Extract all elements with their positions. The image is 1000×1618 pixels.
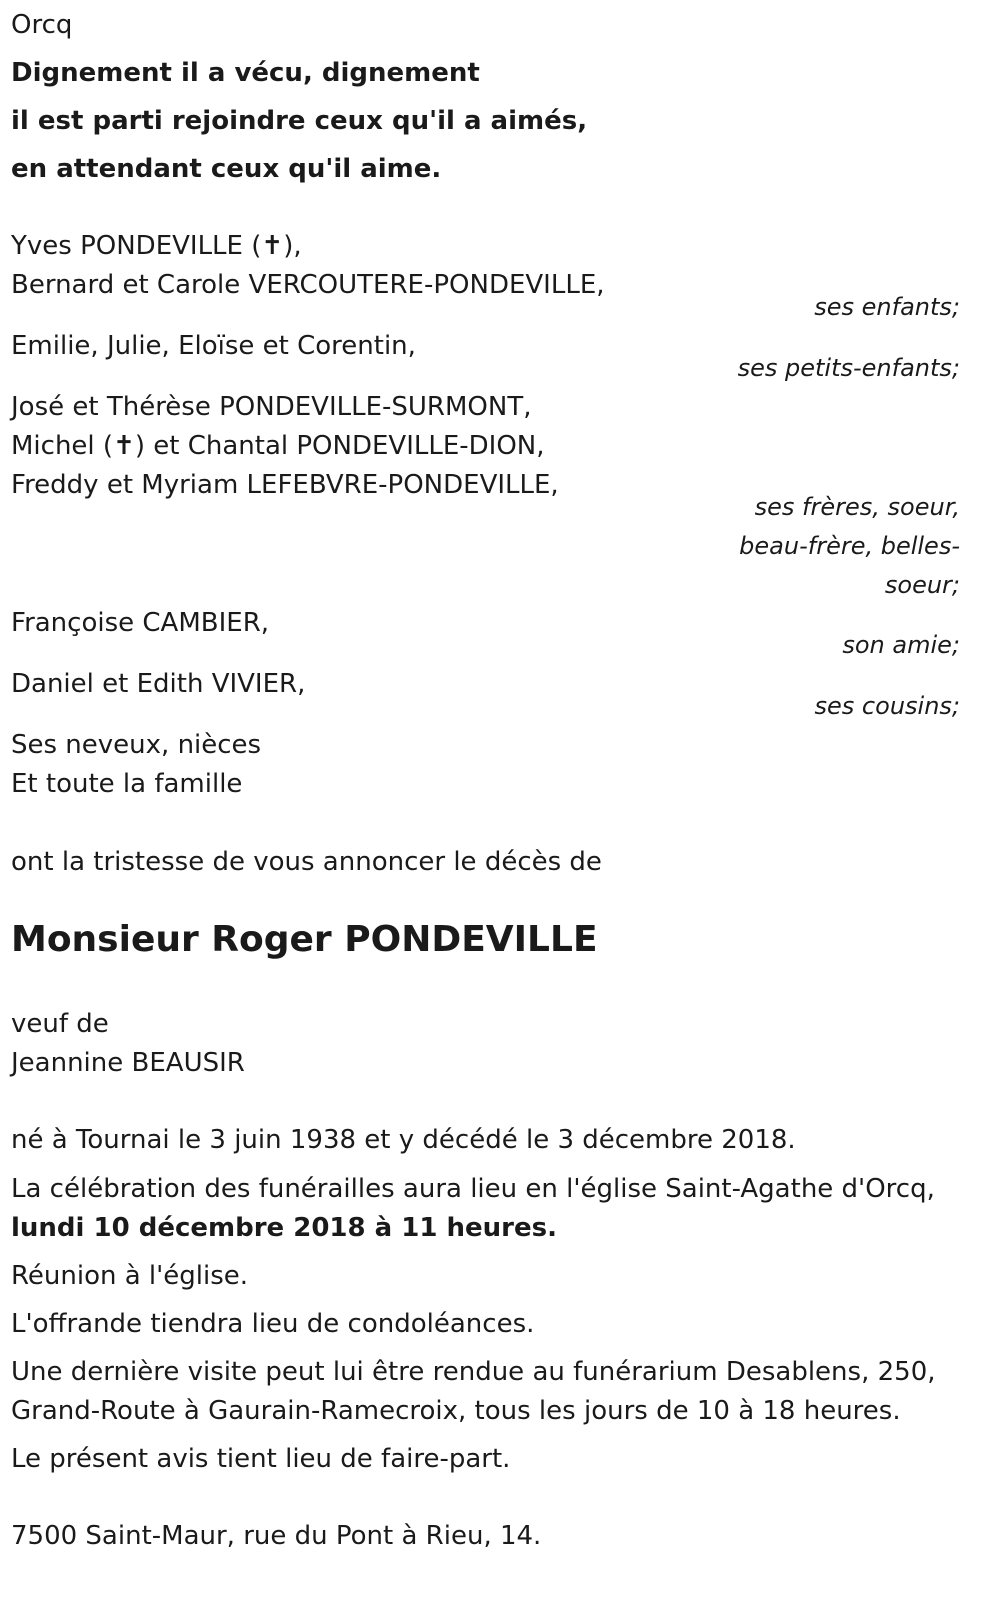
relation-friend: son amie; [842,631,960,659]
funeral-offering: L'offrande tiendra lieu de condoléances. [11,1309,535,1339]
funeral-visit-1: Une dernière visite peut lui être rendue au funérarium Desablens, 250, [11,1357,936,1387]
others-line-1: Ses neveux, nièces [11,730,262,760]
child-name-2: Bernard et Carole VERCOUTERE-PONDEVILLE, [11,270,605,300]
sibling-name-2: Michel (✝) et Chantal PONDEVILLE-DION, [11,431,545,461]
relation-siblings-1: ses frères, soeur, [754,493,960,521]
address: 7500 Saint-Maur, rue du Pont à Rieu, 14. [11,1521,542,1551]
cross-icon: ✝ [113,431,135,461]
relation-siblings-2: beau-frère, belles- [739,532,960,560]
epitaph-line-3: en attendant ceux qu'il aime. [11,154,442,184]
grandchildren-names: Emilie, Julie, Eloïse et Corentin, [11,331,416,361]
funeral-meeting: Réunion à l'église. [11,1261,249,1291]
relation-grandchildren: ses petits-enfants; [737,354,960,382]
location: Orcq [11,10,73,40]
epitaph-line-1: Dignement il a vécu, dignement [11,58,480,88]
funeral-celebration: La célébration des funérailles aura lieu en l'église Saint-Agathe d'Orcq, [11,1174,935,1204]
funeral-notice: Le présent avis tient lieu de faire-part. [11,1444,511,1474]
relation-siblings-3: soeur; [884,571,960,599]
deceased-name: Monsieur Roger PONDEVILLE [11,919,598,960]
cousins-names: Daniel et Edith VIVIER, [11,669,306,699]
cross-icon: ✝ [261,231,284,261]
relation-cousins: ses cousins; [814,692,960,720]
epitaph-line-2: il est parti rejoindre ceux qu'il a aimés, [11,106,588,136]
friend-name: Françoise CAMBIER, [11,608,270,638]
funeral-visit-2: Grand-Route à Gaurain-Ramecroix, tous les jours de 10 à 18 heures. [11,1396,901,1426]
relation-children: ses enfants; [814,293,960,321]
others-line-2: Et toute la famille [11,769,243,799]
announcement: ont la tristesse de vous annoncer le décès de [11,847,602,877]
child-name-1: Yves PONDEVILLE (✝), [11,231,302,261]
spouse-name: Jeannine BEAUSIR [11,1048,245,1078]
widower-label: veuf de [11,1009,109,1039]
sibling-name-1: José et Thérèse PONDEVILLE-SURMONT, [11,392,532,422]
birth-death: né à Tournai le 3 juin 1938 et y décédé le 3 décembre 2018. [11,1125,796,1155]
sibling-name-3: Freddy et Myriam LEFEBVRE-PONDEVILLE, [11,470,559,500]
funeral-date: lundi 10 décembre 2018 à 11 heures. [11,1213,557,1243]
